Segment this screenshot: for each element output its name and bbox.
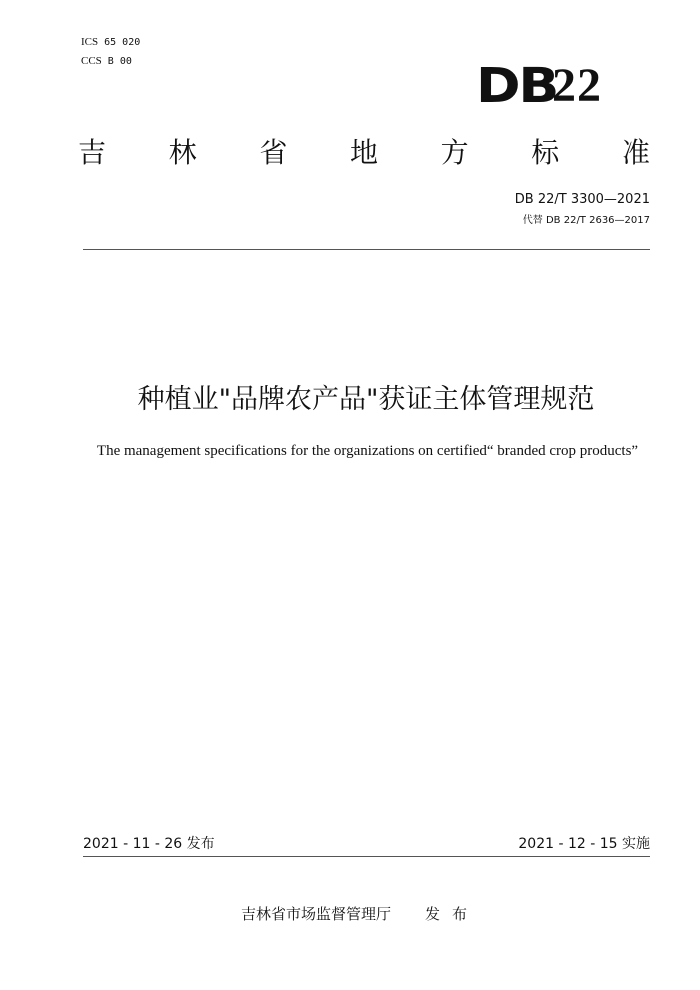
standard-type-heading — [78, 133, 650, 173]
ics-code: 65 020 — [104, 37, 141, 48]
issuer-line — [0, 903, 700, 925]
bottom-divider — [83, 856, 650, 857]
standard-type-char: 林 — [168, 136, 197, 169]
replaces-standard: 代替 DB 22/T 2636—2017 — [522, 215, 650, 226]
implement-date: 2021 - 12 - 15 实施 — [518, 836, 650, 852]
standard-number-block — [515, 190, 650, 229]
publish-date: 2021 - 11 - 26 发布 — [83, 836, 215, 852]
standard-logo — [476, 60, 602, 112]
standard-type-char: 地 — [349, 136, 378, 169]
standard-type-char: 吉 — [78, 136, 107, 169]
standard-type-char: 省 — [259, 136, 288, 169]
standard-type-char: 标 — [531, 136, 560, 169]
ccs-row — [81, 52, 140, 71]
issue-action: 发布 — [425, 905, 480, 923]
standard-type-char: 准 — [621, 136, 650, 169]
issuing-organization: 吉林省市场监督管理厅 — [240, 905, 391, 923]
document-title-english: The management specifications for the organizations on certified“ branded crop products” — [96, 443, 639, 459]
ccs-label: CCS — [81, 55, 102, 67]
document-title-chinese: 种植业"品牌农产品"获证主体管理规范 — [137, 384, 595, 415]
ccs-code: B 00 — [107, 56, 132, 67]
date-row — [83, 833, 650, 855]
classification-block — [81, 33, 140, 71]
standard-logo-region-code: 22 — [552, 59, 602, 112]
standard-number: DB 22/T 3300—2021 — [514, 192, 650, 207]
standard-logo-prefix: DB — [475, 58, 557, 114]
standard-type-char: 方 — [440, 136, 469, 169]
top-divider — [83, 249, 650, 250]
ics-row — [81, 33, 140, 52]
ics-label: ICS — [81, 36, 99, 48]
